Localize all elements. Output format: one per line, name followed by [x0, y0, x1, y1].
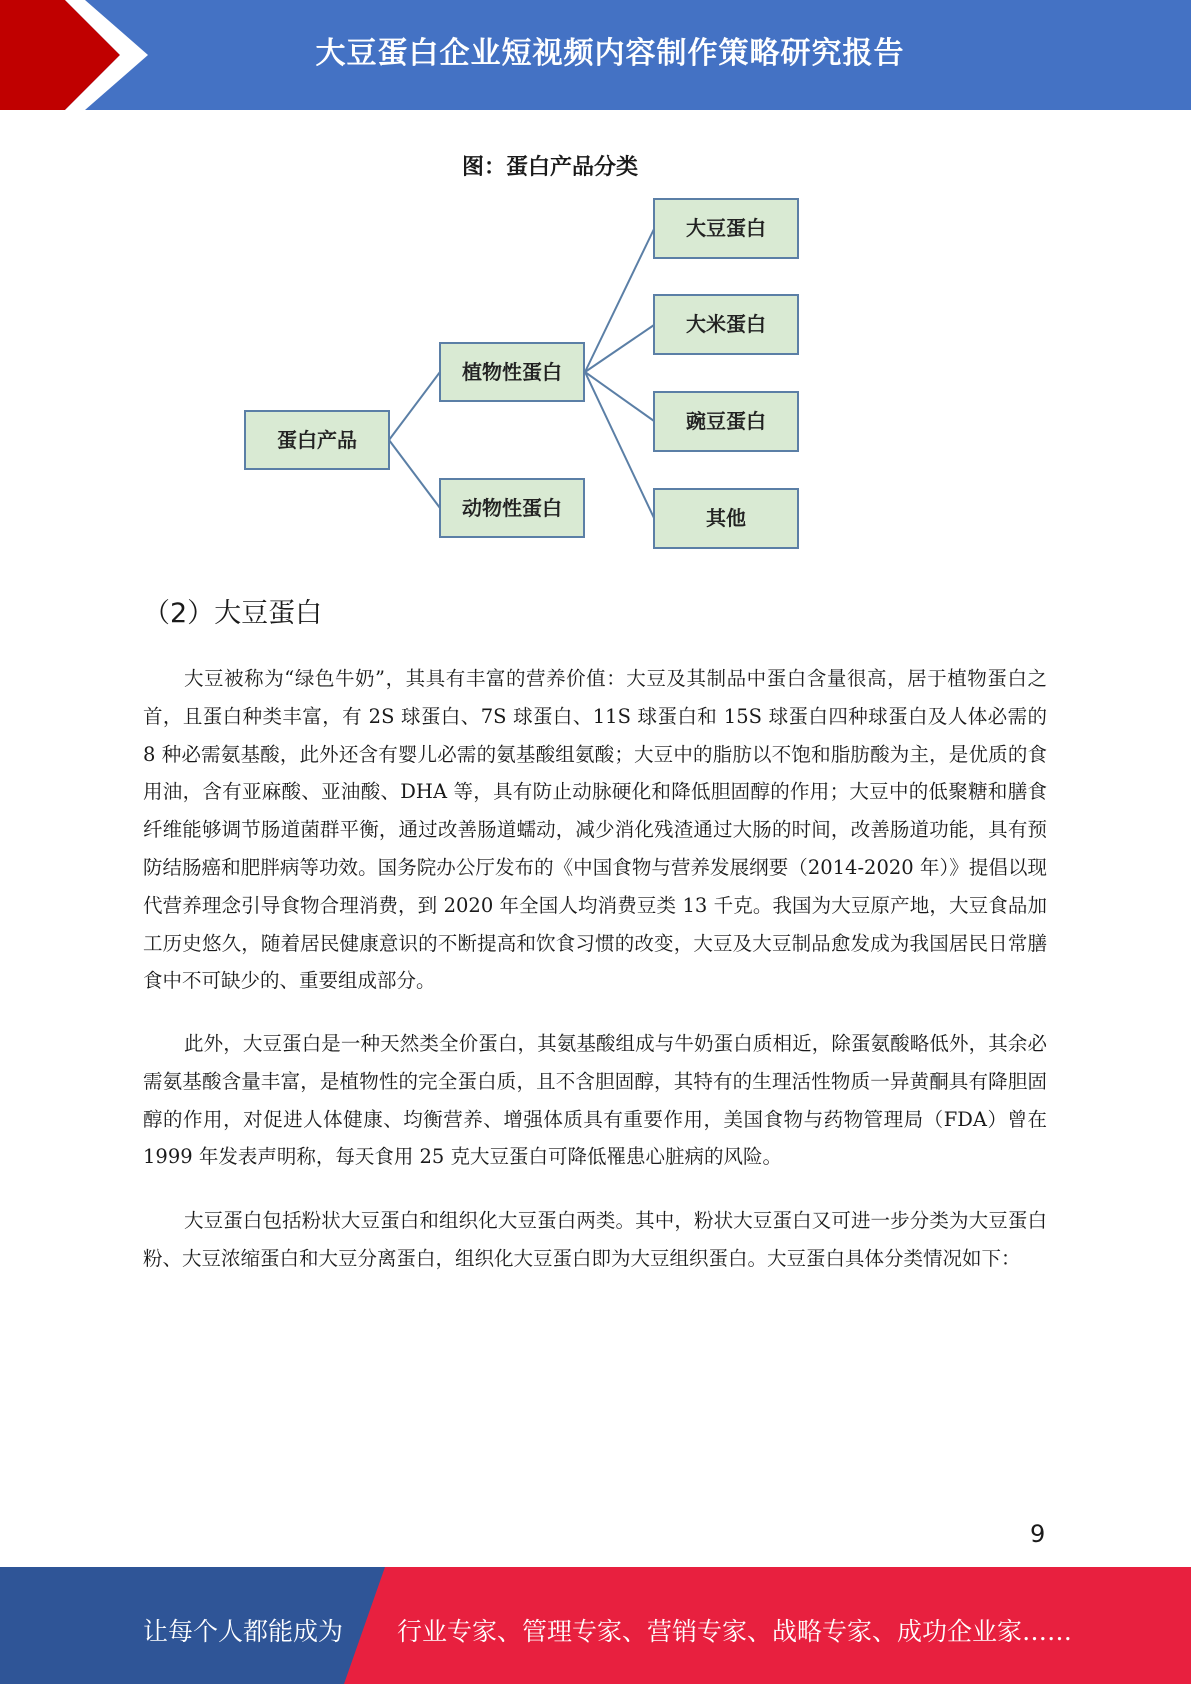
connector-root-plant [389, 372, 440, 440]
footer-banner [0, 1567, 1191, 1684]
footer-slogan-left: 让每个人都能成为 [143, 1617, 344, 1646]
section-heading: （2）大豆蛋白 [143, 598, 323, 629]
connector-plant-soy [585, 229, 654, 372]
node-plant-protein: 植物性蛋白 [439, 342, 585, 402]
paragraph-3: 大豆蛋白包括粉状大豆蛋白和组织化大豆蛋白两类。其中，粉状大豆蛋白又可进一步分类为大豆蛋白粉、大豆浓缩蛋白和大豆分离蛋白，组织化大豆蛋白即为大豆组织蛋白。大豆蛋白具体分类情况如下： [143, 1209, 1047, 1270]
page-number: 9 [1030, 1520, 1046, 1548]
footer-slogan-right: 行业专家、管理专家、营销专家、战略专家、成功企业家…… [397, 1617, 1073, 1646]
figure-title: 图：蛋白产品分类 [461, 155, 638, 180]
node-other: 其他 [653, 488, 799, 549]
classification-diagram-connectors [0, 0, 1191, 560]
report-title: 大豆蛋白企业短视频内容制作策略研究报告 [315, 36, 905, 71]
connector-plant-pea [585, 372, 654, 421]
node-rice-protein: 大米蛋白 [653, 294, 799, 355]
connector-root-animal [389, 440, 440, 508]
paragraph-1: 大豆被称为“绿色牛奶”，其具有丰富的营养价值：大豆及其制品中蛋白含量很高，居于植物蛋白之首，且蛋白种类丰富，有 2S 球蛋白、7S 球蛋白、11S 球蛋白和 15S 球蛋白四种球蛋白及人体必需的 8 种必需氨基酸，此外还含有婴儿必需的氨基酸组氨酸；大豆中的脂肪以不饱和脂肪酸为主，是优质的食用油，含有亚麻酸、亚油酸、DHA 等，具有防止动脉硬化和降低胆固醇的作用；大豆中的低聚糖和膳食纤维能够调节肠道菌群平衡，通过改善肠道蠕动，减少消化残渣通过大肠的时间，改善肠道功能，具有预防结肠癌和肥胖病等功效。国务院办公厅发布的《中国食物与营养发展纲要（2014-2020 年）》提倡以现代营养理念引导食物合理消费，到 2020 年全国人均消费豆类 13 千克。我国为大豆原产地，大豆食品加工历史悠久，随着居民健康意识的不断提高和饮食习惯的改变，大豆及大豆制品愈发成为我国居民日常膳食中不可缺少的、重要组成部分。 [143, 667, 1047, 993]
node-animal-protein: 动物性蛋白 [439, 478, 585, 538]
node-pea-protein: 豌豆蛋白 [653, 391, 799, 452]
connector-plant-other [585, 372, 654, 518]
paragraph-2: 此外，大豆蛋白是一种天然类全价蛋白，其氨基酸组成与牛奶蛋白质相近，除蛋氨酸略低外，其余必需氨基酸含量丰富，是植物性的完全蛋白质，且不含胆固醇，其特有的生理活性物质一异黄酮具有降胆固醇的作用，对促进人体健康、均衡营养、增强体质具有重要作用，美国食物与药物管理局（FDA）曾在 1999 年发表声明称，每天食用 25 克大豆蛋白可降低罹患心脏病的风险。 [143, 1032, 1047, 1169]
node-protein-products: 蛋白产品 [244, 410, 390, 470]
node-soy-protein: 大豆蛋白 [653, 198, 799, 259]
